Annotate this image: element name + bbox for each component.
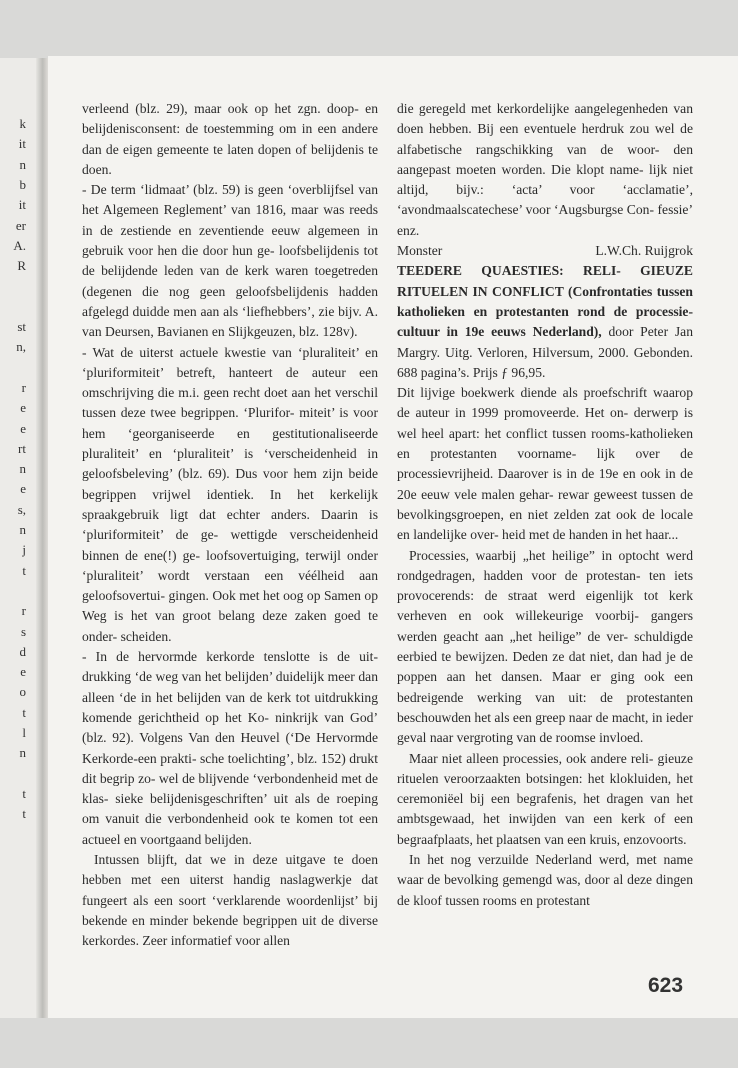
right-column <box>397 99 693 911</box>
review-paragraph: In het nog verzuilde Nederland werd, met name waar de bevolking gemengd was, door al deze dingen de kloof tussen rooms en protestant <box>397 851 693 908</box>
facing-page-fragment: s, <box>17 501 26 517</box>
page-number: 623 <box>648 974 684 997</box>
facing-page-fragment: b <box>19 176 26 192</box>
left-paragraph: - In de hervormde kerkorde tenslotte is de uit- drukking ‘de weg van het belijden’ duidelijk meer dan alleen ‘de in het belijden van de kerk tot uitdrukking komende gerichtheid op het Ko- ninkrijk van God’ (blz. 92). Volgens Van den Heuvel (‘De Hervormde Kerkorde-een prakti- sche toelichting’, blz. 152) drukt dit begrip zo- wel de blijvende ‘verbondenheid met de klas- sieke belijdenisgeschriften’ uit als de roeping om vanuit die verbondenheid ook te komen tot een actueel en voortgaand belijden. <box>82 649 378 847</box>
book-gutter <box>36 58 48 1018</box>
signature-place: Monster <box>397 243 443 259</box>
facing-page-fragment: e <box>20 481 26 497</box>
right-intro: die geregeld met kerkordelijke aangelegenheden van doen hebben. Bij een eventuele herdruk zou wel de alfabetische rangschikking van de woor- den aangepast moeten worden. Die klopt name- lijk niet altijd, bijv.: ‘acta’ voor ‘acclamatie’, ‘avondmaalscatechese’ voor ‘Augsburgse Con- fessie’ enz. <box>397 101 693 238</box>
facing-page-fragment: n, <box>16 339 26 355</box>
facing-page-fragment: s <box>20 623 26 639</box>
review-heading <box>397 261 693 383</box>
facing-page-fragment: n <box>19 745 26 761</box>
signature-name: L.W.Ch. Ruijgrok <box>595 243 693 259</box>
facing-page-fragment: n <box>19 522 26 537</box>
review-paragraph: Maar niet alleen processies, ook andere reli- gieuze rituelen veroorzaakten botsingen: het klokluiden, het ceremoniëel bij een begrafenis, het dragen van het ambtsgewaad, het inwijden van een kerk of een begraafplaats, het plaatsen van een kruis, enzovoorts. <box>397 750 693 847</box>
facing-page-fragment: t <box>22 562 26 578</box>
left-paragraph: - De term ‘lidmaat’ (blz. 59) is geen ‘overblijfsel van het Algemeen Reglement’ van 1816, maar was reeds in de zestiende en zeventiende eeuw algemeen in gebruik voor hen die door hun ge- loofsbelijdenis tot de belijdende leden van de kerk waren toegetreden (degenen die nog geen geloofsbelijdenis hadden afgelegd duidde men aan als ‘liefhebbers’, zie bijv. A. van Deursen, Bavianen en Slijkgeuzen, blz. 128v). <box>82 182 378 340</box>
facing-page-fragment: t <box>22 806 26 822</box>
facing-page-fragment: n <box>19 461 26 477</box>
facing-page-fragment: j <box>22 542 26 558</box>
facing-page-fragment: d <box>19 643 26 659</box>
facing-page-fragment: r <box>21 603 26 619</box>
review-paragraph: Dit lijvige boekwerk diende als proefschrift waarop de auteur in 1999 promoveerde. Het on- derwerp is wel heel apart: het conflict tussen rooms-katholieken en protestanten voorname- lijk over de processievrijheid. Daarover is in de 19e en ook in de 20e eeuw vele malen gehar- rewar geweest tussen de bevolkingsgroepen, en niet zelden zat ook de locale en landelijke over- heid met de handen in het haar... <box>397 385 693 543</box>
facing-page-fragment: t <box>22 785 26 801</box>
review-title: TEEDERE QUAESTIES: RELI- GIEUZE RITUELEN IN CONFLICT (Confrontaties tussen katholieken en protestanten rond de processie-cultuur in 19e eeuws Nederland), <box>397 263 693 340</box>
facing-page-fragment: it <box>18 197 26 213</box>
facing-page-fragment: n <box>19 156 26 172</box>
facing-page-fragment: rt <box>18 440 26 456</box>
facing-page-fragment: er <box>15 217 26 233</box>
left-column <box>82 99 378 951</box>
facing-page-fragment: R <box>17 258 26 274</box>
facing-page-edge <box>0 58 40 1018</box>
left-paragraph: - Wat de uiterst actuele kwestie van ‘pluraliteit’ en ‘pluriformiteit’ betreft, hanteert de auteur een omschrijving die m.i. geen recht doet aan het verschil tussen deze twee begrippen. ‘Plurifor- miteit’ is voor hem ‘georganiseerde en gestitutionaliseerde pluraliteit’ en ‘pluraliteit’ is ‘verscheidenheid in geloofsbeleving’ (blz. 69). Dus voor hem zijn beide begrippen vrijwel identiek. In het kerkelijk spraakgebruik ligt dat echter anders. Daarin is ‘pluriformiteit’ de ge- wettigde verscheidenheid binnen de ene(!) ge- loofsovertuiging, terwijl onder ‘pluraliteit’ wordt verstaan een véélheid aan geloofsovertui- gingen. Ook met het oog op Samen op Weg is het van groot belang deze zaken goed te onder- scheiden. <box>82 344 378 644</box>
facing-page-fragment: it <box>18 136 26 152</box>
left-paragraph: Intussen blijft, dat we in deze uitgave te doen hebben met een uiterst handig naslagwerkje dat fungeert als een soort ‘verklarende woordenlijst’ bij bekende en minder bekende begrippen uit de diverse kerkordes. Zeer informatief voor allen <box>82 851 378 949</box>
facing-page-fragment: l <box>22 725 26 740</box>
facing-page-fragment: k <box>19 116 26 131</box>
review-details: door Peter Jan Margry. Uitg. Verloren, Hilversum, 2000. Gebonden. 688 pagina’s. Prijs ƒ 96,95. <box>397 324 693 380</box>
facing-page-fragment: o <box>19 684 26 700</box>
facing-page-fragment: A. <box>13 237 26 253</box>
facing-page-fragment: e <box>20 664 26 680</box>
signature-line <box>397 241 693 261</box>
review-paragraph: Processies, waarbij „het heilige” in optocht werd rondgedragen, hadden voor de protestan- ten iets provocerends: de straat werd eigenlijk tot kerk verheven en ook willekeurige voorbij- gangers werden geacht aan „het heilige” de ver- schuldigde eerbied te bewijzen. Deden ze dat niet, dan had je de poppen aan het dansen. Maar er ging ook een bedreigende werking van uit: de protestanten beschouwden het als een greep naar de macht, in ieder geval naar vergroting van de roomse invloed. <box>397 547 693 746</box>
facing-page-fragment: e <box>20 400 26 416</box>
facing-page-fragment: t <box>22 704 26 720</box>
facing-page-fragment: r <box>21 379 26 395</box>
facing-page-fragment: e <box>20 420 26 436</box>
facing-page-fragment: st <box>17 319 26 334</box>
left-paragraph: verleend (blz. 29), maar ook op het zgn. doop- en belijdenisconsent: de toestemming om in een andere dan de eigen gemeente te laten dopen of belijdenis te doen. <box>82 101 378 177</box>
